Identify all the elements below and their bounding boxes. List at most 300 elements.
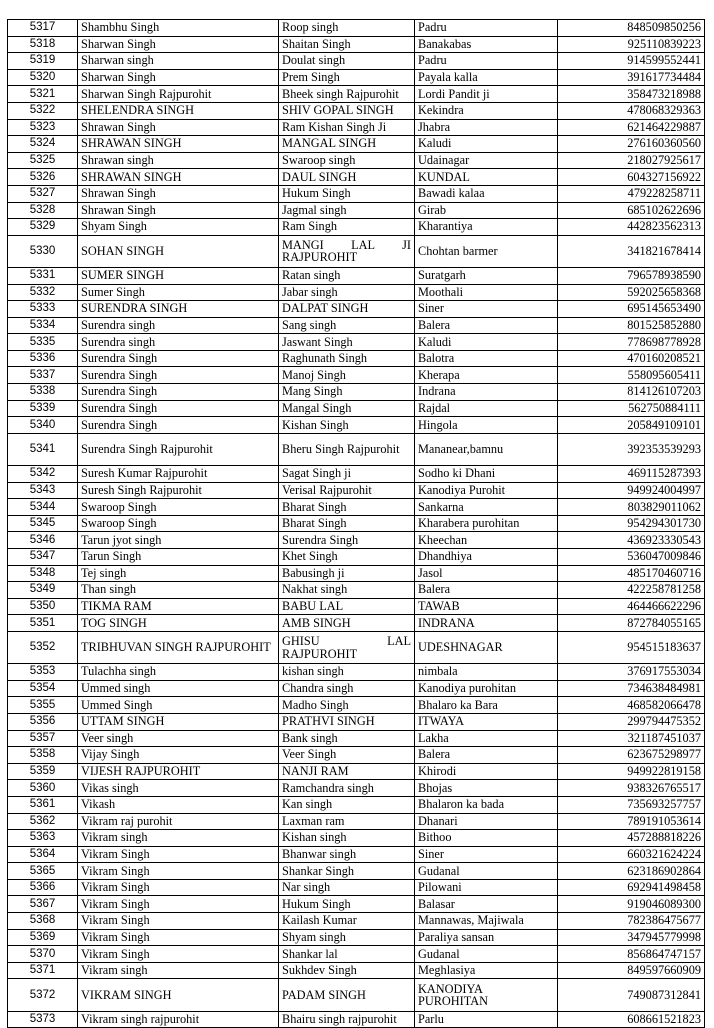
serial-number-cell: 5364 <box>8 846 78 863</box>
table-row <box>8 1011 705 1028</box>
register-body <box>8 20 705 1028</box>
account-number-cell: 695145653490 <box>558 301 705 318</box>
serial-number-cell: 5353 <box>8 664 78 681</box>
account-number-cell: 321187451037 <box>558 730 705 747</box>
father-name-cell: MANGI LAL JI RAJPUROHIT <box>279 235 415 267</box>
serial-number-cell: 5335 <box>8 334 78 351</box>
table-row <box>8 929 705 946</box>
father-name-cell: Sagat Singh ji <box>279 466 415 483</box>
father-name-cell: Khet Singh <box>279 549 415 566</box>
serial-number-cell: 5345 <box>8 515 78 532</box>
serial-number-cell: 5320 <box>8 69 78 86</box>
serial-number-cell: 5326 <box>8 169 78 186</box>
village-cell: Payala kalla <box>415 69 558 86</box>
village-cell: Parlu <box>415 1011 558 1028</box>
serial-number-cell: 5355 <box>8 697 78 714</box>
village-cell: Khirodi <box>415 763 558 780</box>
account-number-cell: 376917553034 <box>558 664 705 681</box>
table-row <box>8 913 705 930</box>
name-cell: Ummed Singh <box>78 697 279 714</box>
serial-number-cell: 5319 <box>8 53 78 70</box>
table-row <box>8 830 705 847</box>
village-cell: UDESHNAGAR <box>415 631 558 663</box>
name-cell: Tulachha singh <box>78 664 279 681</box>
serial-number-cell: 5321 <box>8 86 78 103</box>
account-number-cell: 457288818226 <box>558 830 705 847</box>
account-number-cell: 592025658368 <box>558 284 705 301</box>
name-cell: Vikram singh <box>78 962 279 979</box>
serial-number-cell: 5366 <box>8 879 78 896</box>
village-cell: Siner <box>415 846 558 863</box>
table-row <box>8 185 705 202</box>
account-number-cell: 938326765517 <box>558 780 705 797</box>
serial-number-cell: 5330 <box>8 235 78 267</box>
account-number-cell: 872784055165 <box>558 615 705 632</box>
name-cell: Surendra Singh <box>78 350 279 367</box>
name-cell: VIKRAM SINGH <box>78 979 279 1011</box>
name-cell: SHELENDRA SINGH <box>78 102 279 119</box>
name-cell: Surendra Singh <box>78 417 279 434</box>
table-row <box>8 879 705 896</box>
serial-number-cell: 5367 <box>8 896 78 913</box>
father-name-cell: Manoj Singh <box>279 367 415 384</box>
account-number-cell: 391617734484 <box>558 69 705 86</box>
village-cell: Kaludi <box>415 334 558 351</box>
serial-number-cell: 5347 <box>8 549 78 566</box>
village-cell: ITWAYA <box>415 713 558 730</box>
village-cell: Sodho ki Dhani <box>415 466 558 483</box>
father-name-cell: PADAM SINGH <box>279 979 415 1011</box>
table-row <box>8 796 705 813</box>
village-cell: Banakabas <box>415 36 558 53</box>
name-cell: Than singh <box>78 582 279 599</box>
name-cell: Suresh Kumar Rajpurohit <box>78 466 279 483</box>
father-name-cell: Shankar Singh <box>279 863 415 880</box>
table-row <box>8 417 705 434</box>
serial-number-cell: 5373 <box>8 1011 78 1028</box>
account-number-cell: 692941498458 <box>558 879 705 896</box>
account-number-cell: 919046089300 <box>558 896 705 913</box>
table-row <box>8 482 705 499</box>
table-row <box>8 549 705 566</box>
village-cell: Siner <box>415 301 558 318</box>
account-number-cell: 621464229887 <box>558 119 705 136</box>
village-cell: Dhandhiya <box>415 549 558 566</box>
account-number-cell: 803829011062 <box>558 499 705 516</box>
table-row <box>8 267 705 284</box>
village-cell: Bawadi kalaa <box>415 185 558 202</box>
table-row <box>8 350 705 367</box>
table-row <box>8 863 705 880</box>
village-cell: Sankarna <box>415 499 558 516</box>
father-name-cell: Ramchandra singh <box>279 780 415 797</box>
account-number-cell: 782386475677 <box>558 913 705 930</box>
father-name-cell: Veer Singh <box>279 747 415 764</box>
village-cell: Kanodiya Purohit <box>415 482 558 499</box>
village-cell: Udainagar <box>415 152 558 169</box>
serial-number-cell: 5365 <box>8 863 78 880</box>
village-cell: Moothali <box>415 284 558 301</box>
serial-number-cell: 5371 <box>8 962 78 979</box>
father-name-cell: Shyam singh <box>279 929 415 946</box>
table-row <box>8 896 705 913</box>
account-number-cell: 848509850256 <box>558 20 705 37</box>
account-number-cell: 536047009846 <box>558 549 705 566</box>
account-number-cell: 801525852880 <box>558 317 705 334</box>
name-cell: VIJESH RAJPUROHIT <box>78 763 279 780</box>
serial-number-cell: 5318 <box>8 36 78 53</box>
table-row <box>8 86 705 103</box>
name-cell: Surendra Singh Rajpurohit <box>78 433 279 465</box>
table-row <box>8 334 705 351</box>
father-name-cell: SHIV GOPAL SINGH <box>279 102 415 119</box>
village-cell: Rajdal <box>415 400 558 417</box>
village-cell: Lordi Pandit ji <box>415 86 558 103</box>
serial-number-cell: 5336 <box>8 350 78 367</box>
father-name-cell: Mang Singh <box>279 384 415 401</box>
table-row <box>8 979 705 1011</box>
account-number-cell: 562750884111 <box>558 400 705 417</box>
name-cell: Surendra singh <box>78 334 279 351</box>
name-cell: Veer singh <box>78 730 279 747</box>
father-name-cell: Bheek singh Rajpurohit <box>279 86 415 103</box>
name-cell: SUMER SINGH <box>78 267 279 284</box>
table-row <box>8 20 705 37</box>
table-row <box>8 763 705 780</box>
father-name-cell: Shankar lal <box>279 946 415 963</box>
father-name-cell: Surendra Singh <box>279 532 415 549</box>
name-cell: SURENDRA SINGH <box>78 301 279 318</box>
serial-number-cell: 5331 <box>8 267 78 284</box>
village-cell: Kaludi <box>415 136 558 153</box>
serial-number-cell: 5340 <box>8 417 78 434</box>
village-cell: Girab <box>415 202 558 219</box>
name-cell: Suresh Singh Rajpurohit <box>78 482 279 499</box>
name-cell: Swaroop Singh <box>78 515 279 532</box>
serial-number-cell: 5362 <box>8 813 78 830</box>
serial-number-cell: 5351 <box>8 615 78 632</box>
account-number-cell: 849597660909 <box>558 962 705 979</box>
name-cell: Sharwan Singh Rajpurohit <box>78 86 279 103</box>
account-number-cell: 218027925617 <box>558 152 705 169</box>
name-cell: Shambhu Singh <box>78 20 279 37</box>
village-cell: Jasol <box>415 565 558 582</box>
account-number-cell: 925110839223 <box>558 36 705 53</box>
account-number-cell: 749087312841 <box>558 979 705 1011</box>
table-row <box>8 36 705 53</box>
account-number-cell: 949924004997 <box>558 482 705 499</box>
father-name-cell: Verisal Rajpurohit <box>279 482 415 499</box>
father-name-cell: Sukhdev Singh <box>279 962 415 979</box>
account-number-cell: 789191053614 <box>558 813 705 830</box>
table-row <box>8 532 705 549</box>
village-cell: Kharabera purohitan <box>415 515 558 532</box>
father-name-cell: Laxman ram <box>279 813 415 830</box>
table-row <box>8 384 705 401</box>
serial-number-cell: 5343 <box>8 482 78 499</box>
name-cell: Sharwan Singh <box>78 69 279 86</box>
name-cell: Swaroop Singh <box>78 499 279 516</box>
father-name-cell: Jaswant Singh <box>279 334 415 351</box>
name-cell: TRIBHUVAN SINGH RAJPUROHIT <box>78 631 279 663</box>
name-cell: Surendra singh <box>78 317 279 334</box>
account-number-cell: 347945779998 <box>558 929 705 946</box>
father-name-cell: Kan singh <box>279 796 415 813</box>
serial-number-cell: 5341 <box>8 433 78 465</box>
account-number-cell: 276160360560 <box>558 136 705 153</box>
table-row <box>8 515 705 532</box>
name-cell: Ummed singh <box>78 680 279 697</box>
account-number-cell: 604327156922 <box>558 169 705 186</box>
village-cell: Padru <box>415 53 558 70</box>
serial-number-cell: 5333 <box>8 301 78 318</box>
account-number-cell: 358473218988 <box>558 86 705 103</box>
name-cell: Vikram Singh <box>78 913 279 930</box>
father-name-cell: kishan singh <box>279 664 415 681</box>
father-name-cell: AMB SINGH <box>279 615 415 632</box>
serial-number-cell: 5360 <box>8 780 78 797</box>
village-cell: Mananear,bamnu <box>415 433 558 465</box>
name-cell: Sumer Singh <box>78 284 279 301</box>
name-cell: Surendra Singh <box>78 384 279 401</box>
father-name-cell: Prem Singh <box>279 69 415 86</box>
table-row <box>8 730 705 747</box>
serial-number-cell: 5338 <box>8 384 78 401</box>
account-number-cell: 442823562313 <box>558 219 705 236</box>
account-number-cell: 796578938590 <box>558 267 705 284</box>
father-name-cell: MANGAL SINGH <box>279 136 415 153</box>
village-cell: KANODIYA PUROHITAN <box>415 979 558 1011</box>
account-number-cell: 464466622296 <box>558 598 705 615</box>
account-number-cell: 954294301730 <box>558 515 705 532</box>
name-cell: Tarun jyot singh <box>78 532 279 549</box>
serial-number-cell: 5339 <box>8 400 78 417</box>
village-cell: Balera <box>415 582 558 599</box>
account-number-cell: 392353539293 <box>558 433 705 465</box>
village-cell: Meghlasiya <box>415 962 558 979</box>
father-name-cell: Kailash Kumar <box>279 913 415 930</box>
father-name-cell: Chandra singh <box>279 680 415 697</box>
village-cell: Paraliya sansan <box>415 929 558 946</box>
table-row <box>8 680 705 697</box>
table-row <box>8 615 705 632</box>
serial-number-cell: 5337 <box>8 367 78 384</box>
account-number-cell: 205849109101 <box>558 417 705 434</box>
village-cell: Kheechan <box>415 532 558 549</box>
father-name-cell: Swaroop singh <box>279 152 415 169</box>
table-row <box>8 317 705 334</box>
account-number-cell: 660321624224 <box>558 846 705 863</box>
account-number-cell: 623675298977 <box>558 747 705 764</box>
serial-number-cell: 5356 <box>8 713 78 730</box>
father-name-cell: Bhanwar singh <box>279 846 415 863</box>
village-cell: Kanodiya purohitan <box>415 680 558 697</box>
village-cell: Gudanal <box>415 863 558 880</box>
table-row <box>8 813 705 830</box>
name-cell: Vikram singh rajpurohit <box>78 1011 279 1028</box>
village-cell: Kekindra <box>415 102 558 119</box>
account-number-cell: 468582066478 <box>558 697 705 714</box>
serial-number-cell: 5332 <box>8 284 78 301</box>
table-row <box>8 433 705 465</box>
father-name-cell: Bharat Singh <box>279 515 415 532</box>
name-cell: Vikash <box>78 796 279 813</box>
table-row <box>8 713 705 730</box>
serial-number-cell: 5358 <box>8 747 78 764</box>
name-cell: SOHAN SINGH <box>78 235 279 267</box>
name-cell: Sharwan singh <box>78 53 279 70</box>
village-cell: Bhojas <box>415 780 558 797</box>
village-cell: Suratgarh <box>415 267 558 284</box>
account-number-cell: 778698778928 <box>558 334 705 351</box>
village-cell: Pilowani <box>415 879 558 896</box>
serial-number-cell: 5325 <box>8 152 78 169</box>
name-cell: Surendra Singh <box>78 400 279 417</box>
father-name-cell: Raghunath Singh <box>279 350 415 367</box>
table-row <box>8 169 705 186</box>
village-cell: Balera <box>415 747 558 764</box>
serial-number-cell: 5372 <box>8 979 78 1011</box>
table-row <box>8 102 705 119</box>
table-row <box>8 499 705 516</box>
serial-number-cell: 5369 <box>8 929 78 946</box>
account-number-cell: 299794475352 <box>558 713 705 730</box>
serial-number-cell: 5327 <box>8 185 78 202</box>
table-row <box>8 697 705 714</box>
account-number-cell: 485170460716 <box>558 565 705 582</box>
table-row <box>8 598 705 615</box>
village-cell: Dhanari <box>415 813 558 830</box>
table-row <box>8 136 705 153</box>
table-row <box>8 400 705 417</box>
village-cell: TAWAB <box>415 598 558 615</box>
name-cell: Vikram Singh <box>78 863 279 880</box>
name-cell: TOG SINGH <box>78 615 279 632</box>
account-number-cell: 422258781258 <box>558 582 705 599</box>
village-cell: KUNDAL <box>415 169 558 186</box>
account-number-cell: 469115287393 <box>558 466 705 483</box>
village-cell: Padru <box>415 20 558 37</box>
name-cell: Tarun Singh <box>78 549 279 566</box>
serial-number-cell: 5348 <box>8 565 78 582</box>
table-row <box>8 962 705 979</box>
serial-number-cell: 5346 <box>8 532 78 549</box>
village-cell: INDRANA <box>415 615 558 632</box>
name-cell: Shrawan Singh <box>78 202 279 219</box>
serial-number-cell: 5328 <box>8 202 78 219</box>
serial-number-cell: 5359 <box>8 763 78 780</box>
table-row <box>8 631 705 663</box>
village-cell: Balotra <box>415 350 558 367</box>
father-name-cell: GHISU LAL RAJPUROHIT <box>279 631 415 663</box>
village-cell: Lakha <box>415 730 558 747</box>
father-name-cell: Roop singh <box>279 20 415 37</box>
serial-number-cell: 5344 <box>8 499 78 516</box>
table-row <box>8 747 705 764</box>
serial-number-cell: 5317 <box>8 20 78 37</box>
account-number-cell: 949922819158 <box>558 763 705 780</box>
village-cell: Balera <box>415 317 558 334</box>
name-cell: Vijay Singh <box>78 747 279 764</box>
father-name-cell: Bhairu singh rajpurohit <box>279 1011 415 1028</box>
table-row <box>8 284 705 301</box>
serial-number-cell: 5329 <box>8 219 78 236</box>
account-number-cell: 341821678414 <box>558 235 705 267</box>
account-number-cell: 734638484981 <box>558 680 705 697</box>
table-row <box>8 946 705 963</box>
name-cell: TIKMA RAM <box>78 598 279 615</box>
name-cell: Shrawan Singh <box>78 185 279 202</box>
table-row <box>8 780 705 797</box>
father-name-cell: Ram Kishan Singh Ji <box>279 119 415 136</box>
name-cell: Tej singh <box>78 565 279 582</box>
account-number-cell: 479228258711 <box>558 185 705 202</box>
table-row <box>8 202 705 219</box>
village-cell: Kherapa <box>415 367 558 384</box>
account-number-cell: 856864747157 <box>558 946 705 963</box>
table-row <box>8 466 705 483</box>
village-cell: Balasar <box>415 896 558 913</box>
father-name-cell: Hukum Singh <box>279 896 415 913</box>
father-name-cell: Jabar singh <box>279 284 415 301</box>
father-name-cell: Hukum Singh <box>279 185 415 202</box>
name-cell: Shyam Singh <box>78 219 279 236</box>
father-name-cell: Mangal Singh <box>279 400 415 417</box>
father-name-cell: Kishan Singh <box>279 417 415 434</box>
serial-number-cell: 5334 <box>8 317 78 334</box>
father-name-cell: NANJI RAM <box>279 763 415 780</box>
father-name-cell: BABU LAL <box>279 598 415 615</box>
father-name-cell: PRATHVI SINGH <box>279 713 415 730</box>
serial-number-cell: 5349 <box>8 582 78 599</box>
father-name-cell: Nakhat singh <box>279 582 415 599</box>
account-number-cell: 735693257757 <box>558 796 705 813</box>
account-number-cell: 814126107203 <box>558 384 705 401</box>
father-name-cell: Madho Singh <box>279 697 415 714</box>
father-name-cell: Kishan singh <box>279 830 415 847</box>
serial-number-cell: 5322 <box>8 102 78 119</box>
name-cell: Vikram Singh <box>78 929 279 946</box>
name-cell: Shrawan Singh <box>78 119 279 136</box>
name-cell: Surendra Singh <box>78 367 279 384</box>
serial-number-cell: 5323 <box>8 119 78 136</box>
table-row <box>8 565 705 582</box>
father-name-cell: Bharat Singh <box>279 499 415 516</box>
serial-number-cell: 5354 <box>8 680 78 697</box>
account-number-cell: 470160208521 <box>558 350 705 367</box>
account-number-cell: 685102622696 <box>558 202 705 219</box>
village-cell: Bhalaro ka Bara <box>415 697 558 714</box>
name-cell: Vikram Singh <box>78 946 279 963</box>
village-cell: Mannawas, Majiwala <box>415 913 558 930</box>
register-table <box>7 19 705 1028</box>
serial-number-cell: 5324 <box>8 136 78 153</box>
village-cell: Indrana <box>415 384 558 401</box>
table-row <box>8 53 705 70</box>
account-number-cell: 623186902864 <box>558 863 705 880</box>
account-number-cell: 436923330543 <box>558 532 705 549</box>
father-name-cell: Nar singh <box>279 879 415 896</box>
name-cell: Vikram raj purohit <box>78 813 279 830</box>
name-cell: Vikas singh <box>78 780 279 797</box>
serial-number-cell: 5370 <box>8 946 78 963</box>
name-cell: Vikram Singh <box>78 846 279 863</box>
father-name-cell: Doulat singh <box>279 53 415 70</box>
father-name-cell: Ratan singh <box>279 267 415 284</box>
account-number-cell: 608661521823 <box>558 1011 705 1028</box>
serial-number-cell: 5350 <box>8 598 78 615</box>
father-name-cell: Bheru Singh Rajpurohit <box>279 433 415 465</box>
